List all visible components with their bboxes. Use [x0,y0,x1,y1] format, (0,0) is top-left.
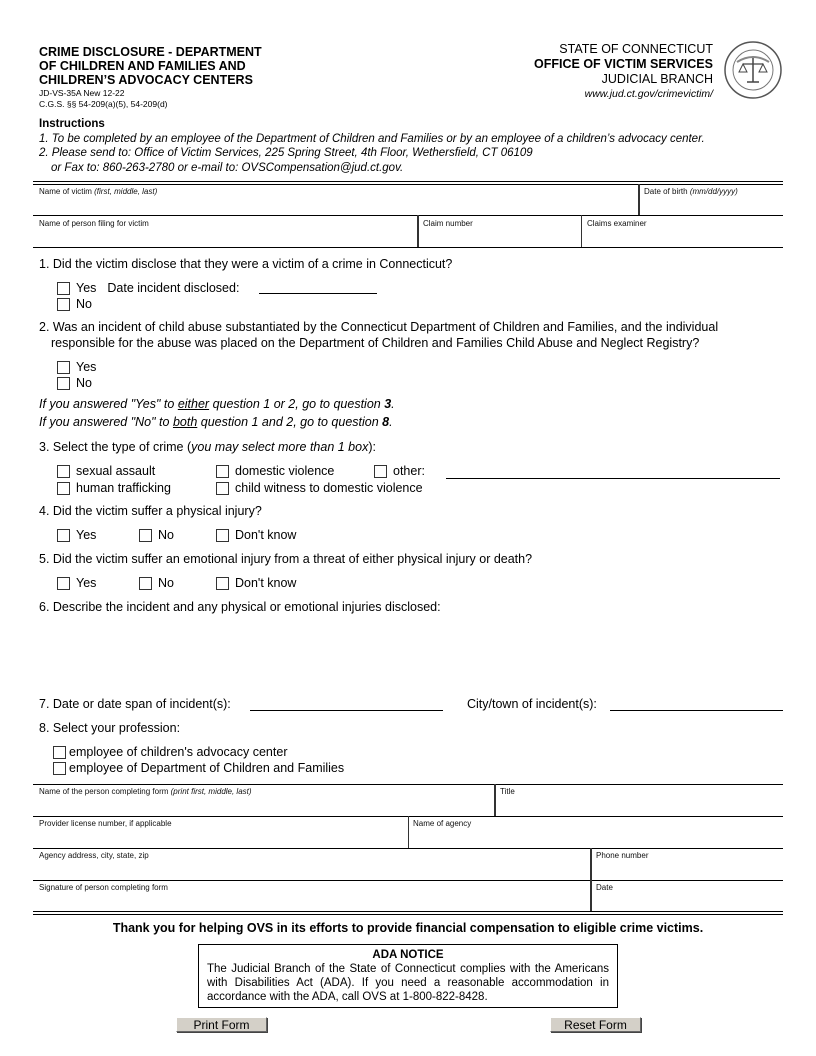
q4-dont-know-checkbox[interactable] [216,529,229,542]
q2-yes-option[interactable] [57,360,96,374]
q4-dont-know-option[interactable] [216,528,296,542]
agency-url: www.jud.ct.gov/crimevictim/ [584,88,713,100]
victim-name-label: Name of victim (first, middle, last) [39,187,158,196]
license-field[interactable] [35,828,405,847]
q3-domestic-violence-label: domestic violence [235,464,335,478]
q7-city-label: City/town of incident(s): [467,697,597,711]
divider [408,816,409,848]
ada-heading: ADA NOTICE [372,949,444,961]
q5-no-option[interactable] [139,576,174,590]
q5-yes-option[interactable] [57,576,96,590]
question-8: 8. Select your profession: [39,721,181,735]
q3-child-witness-option[interactable] [216,481,423,495]
form-title [39,45,262,87]
filer-name-label: Name of person filing for victim [39,219,149,228]
license-label: Provider license number, if applicable [39,819,172,828]
agency-address-label: Agency address, city, state, zip [39,851,149,860]
q5-dont-know-option[interactable] [216,576,296,590]
question-4: 4. Did the victim suffer a physical injury? [39,504,262,518]
divider [33,848,783,849]
q2-yes-checkbox[interactable] [57,361,70,374]
question-5: 5. Did the victim suffer an emotional injury from a threat of either physical injury or death? [39,552,533,566]
q3-sexual-assault-checkbox[interactable] [57,465,70,478]
divider [581,215,582,247]
title-field[interactable] [498,796,781,815]
divider [590,848,592,911]
agency-name-label: Name of agency [413,819,472,828]
q2-no-option[interactable] [57,376,92,390]
victim-name-field[interactable] [35,196,635,214]
question-2-line-1: 2. Was an incident of child abuse substantiated by the Connecticut Department of Children and Families, and the individual [39,320,719,334]
q3-child-witness-checkbox[interactable] [216,482,229,495]
divider [33,184,783,185]
q3-other-option[interactable] [374,464,425,478]
form-title-line-3: CHILDREN’S ADVOCACY CENTERS [39,73,253,87]
q4-no-label: No [158,528,174,542]
agency-office: OFFICE OF VICTIM SERVICES [534,57,713,71]
q5-dont-know-label: Don't know [235,576,297,590]
q1-yes-checkbox[interactable] [57,282,70,295]
instruction-2: 2. Please send to: Office of Victim Services, 225 Spring Street, 4th Floor, Wethersfield, CT 06109 [39,147,533,159]
form-number-block [39,88,168,110]
q5-no-checkbox[interactable] [139,577,152,590]
statute-reference: C.G.S. §§ 54-209(a)(5), 54-209(d) [39,99,168,109]
ada-text: The Judicial Branch of the State of Connecticut complies with the Americans with Disabilities Act (ADA). If you need a reasonable accommodation in accordance with the ADA, call OVS at 1-800-822-8428. [207,963,609,1003]
completer-name-label: Name of the person completing form (print first, middle, last) [39,787,252,796]
q1-no-label: No [76,297,92,311]
q4-yes-label: Yes [76,528,97,542]
q3-human-trafficking-label: human trafficking [76,481,171,495]
divider [33,215,783,216]
agency-block [534,42,713,102]
q4-no-option[interactable] [139,528,174,542]
question-1: 1. Did the victim disclose that they were a victim of a crime in Connecticut? [39,257,453,271]
q3-sexual-assault-label: sexual assault [76,464,156,478]
question-6: 6. Describe the incident and any physical or emotional injuries disclosed: [39,600,441,614]
q1-no-checkbox[interactable] [57,298,70,311]
form-number: JD-VS-35A New 12-22 [39,88,125,98]
print-form-button[interactable]: Print Form [176,1017,267,1032]
q3-other-field[interactable] [446,478,780,479]
divider [33,247,783,248]
instruction-3: or Fax to: 860-263-2780 or e-mail to: OVSCompensation@jud.ct.gov. [51,161,404,174]
claim-number-label: Claim number [423,219,473,228]
claims-examiner-field[interactable] [585,228,781,246]
divider [33,914,783,915]
q3-other-checkbox[interactable] [374,465,387,478]
q8-dcf-checkbox[interactable] [53,762,66,775]
q7-city-field[interactable] [610,710,783,711]
agency-name-field[interactable] [411,828,781,847]
q3-domestic-violence-checkbox[interactable] [216,465,229,478]
filer-name-field[interactable] [35,228,415,246]
instruction-1: 1. To be completed by an employee of the Department of Children and Families or by an employee of a children’s advocacy center. [39,132,705,145]
q3-other-label: other: [393,464,425,478]
question-3: 3. Select the type of crime (you may select more than 1 box): [39,440,376,454]
claims-examiner-label: Claims examiner [587,219,647,228]
divider [494,784,496,816]
q5-yes-checkbox[interactable] [57,577,70,590]
date-field[interactable] [594,892,781,910]
q4-no-checkbox[interactable] [139,529,152,542]
claim-number-field[interactable] [421,228,579,246]
q7-date-label: 7. Date or date span of incident(s): [39,697,231,711]
form-title-line-1: CRIME DISCLOSURE - DEPARTMENT [39,45,262,59]
title-label: Title [500,787,515,796]
thank-you-message: Thank you for helping OVS in its efforts to provide financial compensation to eligible crime victims. [112,921,704,935]
q3-sexual-assault-option[interactable] [57,464,155,478]
instructions [39,117,705,175]
instructions-heading: Instructions [39,118,105,130]
q1-no-option[interactable] [57,297,92,311]
agency-address-field[interactable] [35,860,587,879]
q8-cac-checkbox[interactable] [53,746,66,759]
q5-yes-label: Yes [76,576,97,590]
dob-label: Date of birth (mm/dd/yyyy) [644,187,738,196]
divider [33,911,783,912]
agency-branch: JUDICIAL BRANCH [601,72,713,86]
q3-human-trafficking-checkbox[interactable] [57,482,70,495]
agency-state: STATE OF CONNECTICUT [559,42,713,56]
signature-label: Signature of person completing form [39,883,168,892]
divider [638,184,640,215]
q8-cac-option[interactable] [53,745,287,759]
q8-dcf-option[interactable] [53,761,344,775]
phone-label: Phone number [596,851,649,860]
question-2-line-2: responsible for the abuse was placed on the Department of Children and Families Child Abuse and Neglect Registry? [51,336,700,350]
divider [417,215,419,247]
q4-yes-checkbox[interactable] [57,529,70,542]
q2-no-checkbox[interactable] [57,377,70,390]
q2-no-label: No [76,376,92,390]
q1-yes-option[interactable] [57,281,239,295]
q1-yes-label: Yes [76,281,97,295]
q5-dont-know-checkbox[interactable] [216,577,229,590]
q4-yes-option[interactable] [57,528,96,542]
q7-date-field[interactable] [250,710,443,711]
completer-name-field[interactable] [35,796,491,815]
divider [33,880,783,881]
q1-date-field[interactable] [259,293,377,294]
q5-no-label: No [158,576,174,590]
skip-note-yes: If you answered "Yes" to either question 1 or 2, go to question 3. [39,397,395,411]
skip-note-no: If you answered "No" to both question 1 and 2, go to question 8. [39,415,393,429]
q8-cac-label: employee of children's advocacy center [69,745,288,759]
reset-form-button[interactable]: Reset Form [550,1017,641,1032]
signature-field[interactable] [35,892,587,910]
divider [33,784,783,785]
q3-domestic-violence-option[interactable] [216,464,334,478]
state-seal-icon [723,40,783,100]
form-title-line-2: OF CHILDREN AND FAMILIES AND [39,59,246,73]
divider [33,181,783,182]
q1-date-label: Date incident disclosed: [107,281,240,295]
q4-dont-know-label: Don't know [235,528,297,542]
q3-human-trafficking-option[interactable] [57,481,171,495]
q3-child-witness-label: child witness to domestic violence [235,481,423,495]
phone-field[interactable] [594,860,781,879]
ada-notice [198,944,618,1008]
dob-field[interactable] [642,196,782,214]
q8-dcf-label: employee of Department of Children and Families [69,761,345,775]
date-label: Date [596,883,613,892]
q2-yes-label: Yes [76,360,97,374]
q6-description-field[interactable] [39,618,781,690]
